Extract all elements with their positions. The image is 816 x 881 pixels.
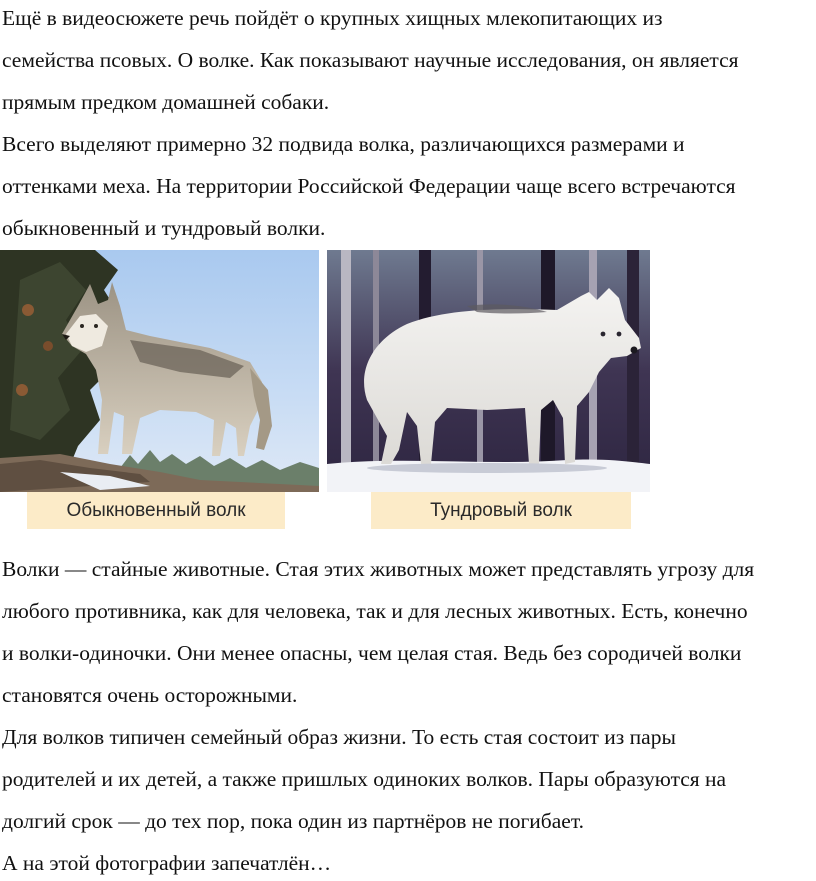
text-line: А на этой фотографии запечатлён… — [2, 851, 332, 875]
text-line: оттенками меха. На территории Российской Федерации чаще всего встречаются — [2, 174, 736, 198]
common-wolf-image — [0, 250, 319, 492]
text-line: прямым предком домашней собаки. — [2, 90, 330, 114]
text-line: и волки-одиночки. Они менее опасны, чем целая стая. Ведь без сородичей волки — [2, 641, 742, 665]
tundra-wolf-caption: Тундровый волк — [371, 492, 631, 529]
body-text — [2, 548, 816, 881]
common-wolf-photo — [0, 250, 319, 492]
text-line: любого противника, как для человека, так и для лесных животных. Есть, конечно — [2, 599, 748, 623]
text-line: родителей и их детей, а также пришлых одиноких волков. Пары образуются на — [2, 767, 727, 791]
common-wolf-caption: Обыкновенный волк — [27, 492, 285, 529]
intro-text — [2, 0, 816, 249]
text-line: долгий срок — до тех пор, пока один из партнёров не погибает. — [2, 809, 584, 833]
text-line: семейства псовых. О волке. Как показывают научные исследования, он является — [2, 48, 739, 72]
tundra-wolf-photo — [327, 250, 650, 492]
text-line: обыкновенный и тундровый волки. — [2, 216, 326, 240]
text-line: Волки — стайные животные. Стая этих животных может представлять угрозу для — [2, 557, 755, 581]
text-line: Ещё в видеосюжете речь пойдёт о крупных хищных млекопитающих из — [2, 6, 663, 30]
text-line: Для волков типичен семейный образ жизни. То есть стая состоит из пары — [2, 725, 676, 749]
text-line: Всего выделяют примерно 32 подвида волка, различающихся размерами и — [2, 132, 685, 156]
tundra-wolf-image — [327, 250, 650, 492]
text-line: становятся очень осторожными. — [2, 683, 298, 707]
